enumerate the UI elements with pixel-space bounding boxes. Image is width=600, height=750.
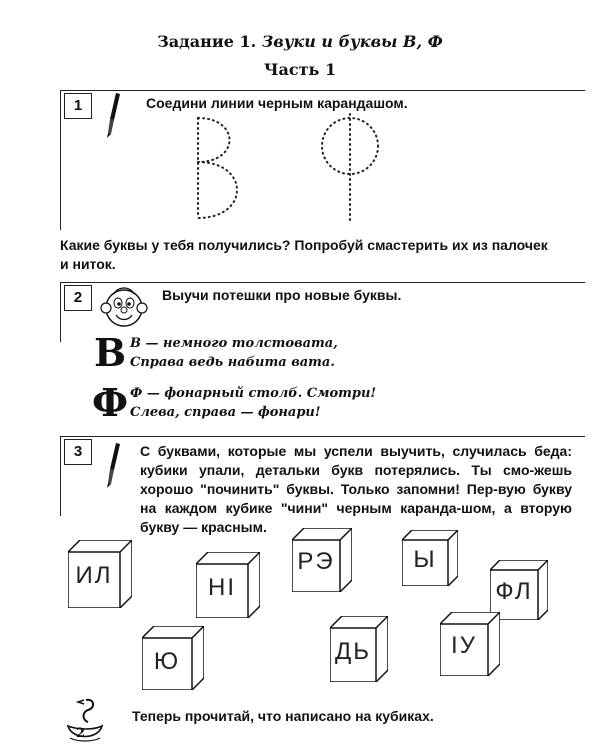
- task2-number: 2: [64, 285, 92, 311]
- rhyme-f-line2: Слева, справа — фонари!: [130, 405, 321, 420]
- cube-letters: НІ: [208, 574, 236, 601]
- task3-number: 3: [64, 439, 92, 465]
- task1-instruction: Соедини линии черным карандашом.: [146, 95, 408, 111]
- cube: [490, 560, 548, 620]
- cube-letters: РЭ: [297, 548, 335, 575]
- child-face-icon: [98, 280, 150, 330]
- task3-top-rule: [60, 436, 585, 437]
- task1-number: 1: [64, 93, 92, 119]
- rhyme-v-line1: В — немного толстовата,: [130, 336, 338, 351]
- cube: [402, 530, 458, 586]
- title-topic: Звуки и буквы В, Ф: [261, 32, 443, 51]
- task2-instruction: Выучи потешки про новые буквы.: [162, 287, 402, 303]
- task3-footer: Теперь прочитай, что написано на кубиках.: [132, 708, 434, 724]
- pencil-icon: [96, 90, 126, 140]
- rhyme-f: [130, 384, 376, 422]
- cube-letters: Ы: [413, 546, 437, 573]
- dotted-letter-v-bottom-bowl: [198, 162, 237, 218]
- page-title: [0, 32, 600, 51]
- rhyme-f-line1: Ф — фонарный столб. Смотри!: [130, 386, 377, 401]
- task3-text: С буквами, которые мы успели выучить, случилась беда: кубики упали, детальки букв потерялись. Ты смо-жешь хорошо "починить" буквы. Только запомни! Пер-вую букву на каждом кубике "чини" черным каранда-шом, а вторую букву — красным.: [140, 443, 572, 535]
- dotted-letters-figure: [170, 110, 410, 230]
- task1-top-rule: [60, 90, 585, 91]
- dotted-letter-v-top-bowl: [198, 118, 230, 162]
- page-number: 2: [76, 726, 86, 741]
- cube: [196, 552, 260, 618]
- title-prefix: Задание 1.: [157, 32, 257, 51]
- rhyme-v: [130, 334, 338, 372]
- rhyme-v-line2: Справа ведь набита вата.: [130, 355, 335, 370]
- task1-question: Какие буквы у тебя получились? Попробуй смастерить их из палочек и ниток.: [60, 237, 548, 272]
- task1-left-rule: [60, 90, 61, 230]
- cube-letters: ФЛ: [495, 578, 533, 605]
- cube-letters: ИЛ: [75, 562, 113, 589]
- task3-left-rule: [60, 436, 61, 516]
- pencil-icon: [96, 440, 126, 490]
- cube: [440, 612, 500, 676]
- rhyme-v-big-letter: В: [94, 330, 127, 375]
- cube-letters: ДЬ: [334, 638, 371, 665]
- cube: [142, 626, 204, 690]
- rhyme-f-big-letter: Ф: [92, 380, 129, 425]
- cube: [292, 528, 352, 592]
- cube: [330, 616, 388, 682]
- part-title: Часть 1: [263, 60, 337, 79]
- cube-letters: ІУ: [451, 632, 477, 659]
- task2-left-rule: [60, 282, 61, 342]
- cube: [68, 540, 132, 608]
- cube-letters: Ю: [153, 648, 181, 675]
